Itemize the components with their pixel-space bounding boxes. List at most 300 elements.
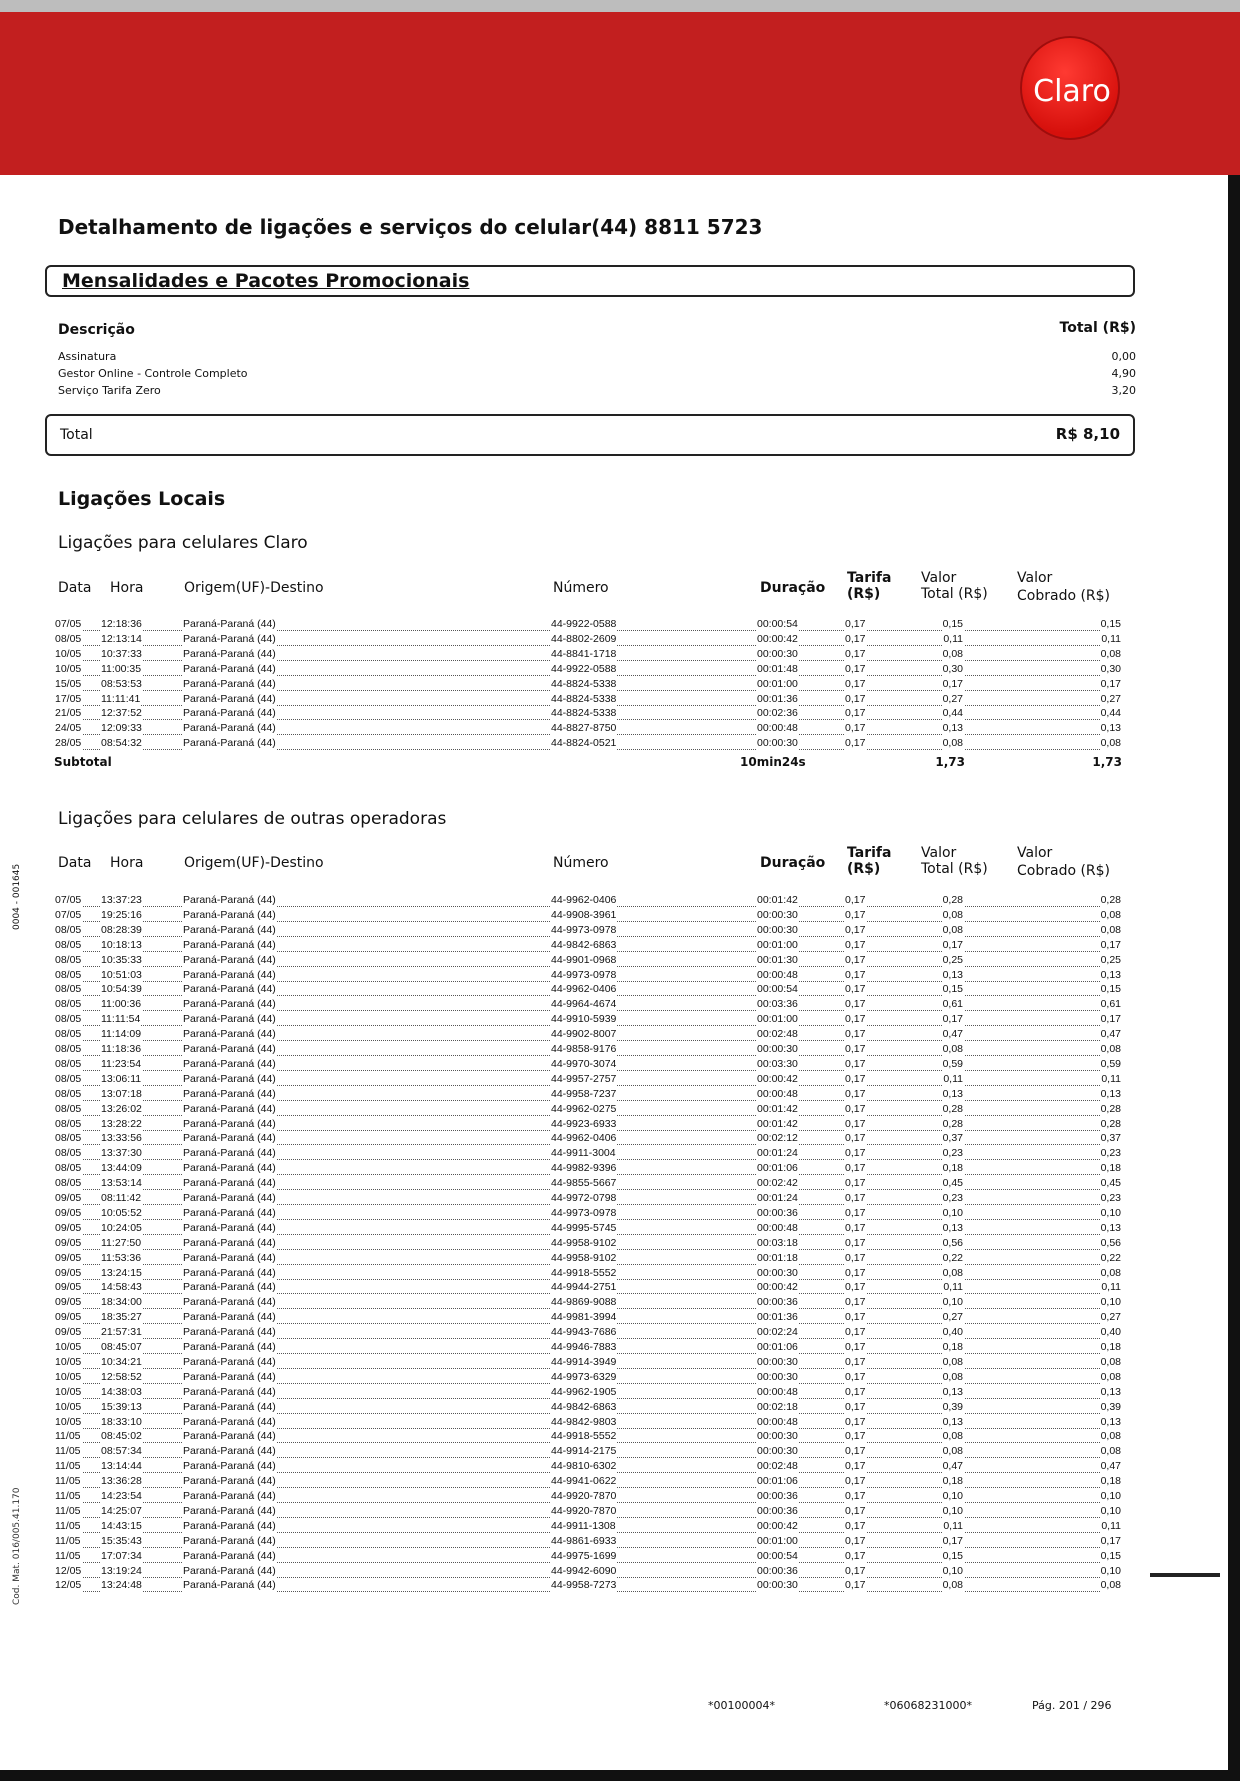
cell-data: 09/05 [55, 1281, 82, 1294]
table-row [54, 647, 1122, 661]
table-row [54, 923, 1122, 937]
cell-valor-cobrado: 0,13 [1100, 1087, 1121, 1100]
cell-hora: 08:45:07 [101, 1341, 142, 1353]
cell-valor-cobrado: 0,08 [1100, 1266, 1121, 1279]
cell-numero: 44-9944-2751 [551, 1281, 617, 1294]
cell-numero: 44-8841-1718 [551, 647, 617, 660]
cell-valor-total: 0,08 [942, 737, 963, 750]
cell-numero: 44-9902-8007 [551, 1028, 617, 1041]
top-border [0, 0, 1240, 12]
cell-valor-total: 0,13 [942, 722, 963, 735]
table-row [54, 1161, 1122, 1175]
cell-numero: 44-9943-7686 [551, 1326, 617, 1339]
cell-duracao: 00:00:30 [757, 1266, 798, 1279]
cell-data: 09/05 [55, 1266, 82, 1279]
cell-numero: 44-9958-9102 [551, 1251, 617, 1264]
cell-numero: 44-8824-5338 [551, 707, 617, 720]
cell-valor-cobrado: 0,13 [1100, 1221, 1121, 1234]
table-row [54, 677, 1122, 691]
cell-duracao: 00:00:42 [757, 1281, 798, 1294]
cell-tarifa: 0,17 [845, 1355, 866, 1368]
table-row [54, 1221, 1122, 1235]
descricao-header: Descrição [58, 322, 135, 338]
cell-origem: Paraná-Paraná (44) [183, 1460, 276, 1473]
cell-data: 11/05 [55, 1549, 81, 1562]
cell-valor-cobrado: 0,40 [1100, 1326, 1121, 1339]
cell-valor-cobrado: 0,10 [1100, 1504, 1121, 1517]
cell-data: 09/05 [55, 1251, 82, 1264]
table-row [54, 1042, 1122, 1056]
cell-hora: 13:44:09 [101, 1162, 142, 1175]
cell-hora: 14:38:03 [101, 1385, 142, 1398]
cell-duracao: 00:01:00 [757, 938, 798, 951]
table-row [54, 1459, 1122, 1473]
cell-tarifa: 0,17 [845, 1162, 866, 1175]
cell-hora: 13:36:28 [101, 1475, 142, 1488]
cell-valor-total: 0,15 [942, 618, 963, 630]
cell-tarifa: 0,17 [845, 1534, 866, 1547]
cell-origem: Paraná-Paraná (44) [183, 737, 276, 750]
cell-tarifa: 0,17 [845, 938, 866, 951]
cell-duracao: 00:00:30 [757, 1579, 798, 1592]
cell-origem: Paraná-Paraná (44) [183, 1236, 276, 1249]
cell-numero: 44-9869-9088 [551, 1296, 617, 1309]
cell-origem: Paraná-Paraná (44) [183, 1221, 276, 1234]
table-row [54, 632, 1122, 646]
cell-duracao: 00:00:54 [757, 618, 798, 630]
table-row [54, 1102, 1122, 1116]
cell-valor-cobrado: 0,27 [1100, 1311, 1121, 1324]
cell-duracao: 00:00:36 [757, 1504, 798, 1517]
cell-data: 09/05 [55, 1206, 82, 1219]
table-row [54, 1549, 1122, 1563]
cell-data: 08/05 [55, 953, 82, 966]
cell-valor-total: 0,17 [942, 677, 963, 690]
cell-valor-total: 0,08 [942, 1266, 963, 1279]
subtotal-subtotal_vt: 1,73 [935, 755, 965, 770]
cell-hora: 13:24:15 [101, 1266, 142, 1279]
cell-valor-cobrado: 0,11 [1101, 1281, 1121, 1294]
cell-valor-cobrado: 0,08 [1100, 923, 1121, 936]
cell-hora: 10:05:52 [101, 1206, 142, 1219]
cell-origem: Paraná-Paraná (44) [183, 953, 276, 966]
cell-hora: 10:37:33 [101, 647, 142, 660]
cell-valor-cobrado: 0,15 [1100, 1549, 1121, 1562]
cell-tarifa: 0,17 [845, 923, 866, 936]
cell-valor-cobrado: 0,47 [1100, 1028, 1121, 1041]
table-row [54, 706, 1122, 720]
cell-tarifa: 0,17 [845, 1177, 866, 1190]
cell-tarifa: 0,17 [845, 1043, 866, 1055]
total-header: Total (R$) [1059, 320, 1136, 336]
cell-numero: 44-9842-6863 [551, 938, 617, 951]
cell-numero: 44-9946-7883 [551, 1341, 617, 1353]
cell-duracao: 00:00:48 [757, 1415, 798, 1428]
cell-data: 11/05 [55, 1519, 81, 1532]
cell-origem: Paraná-Paraná (44) [183, 1251, 276, 1264]
cell-valor-cobrado: 0,61 [1100, 998, 1121, 1011]
cell-duracao: 00:00:48 [757, 968, 798, 981]
cell-duracao: 00:00:42 [757, 632, 798, 645]
cell-hora: 13:53:14 [101, 1177, 142, 1190]
cell-duracao: 00:02:36 [757, 707, 798, 720]
cell-duracao: 00:00:42 [757, 1519, 798, 1532]
cell-hora: 08:54:32 [101, 737, 142, 750]
cell-numero: 44-9958-9102 [551, 1236, 617, 1249]
cell-valor-cobrado: 0,11 [1101, 1519, 1121, 1532]
table-row [54, 1310, 1122, 1324]
table-row [54, 1295, 1122, 1309]
cell-duracao: 00:02:18 [757, 1400, 798, 1413]
cell-valor-cobrado: 0,13 [1100, 722, 1121, 735]
cell-numero: 44-8827-8750 [551, 722, 617, 735]
cell-valor-total: 0,08 [942, 923, 963, 936]
cell-tarifa: 0,17 [845, 1549, 866, 1562]
footer-code-1: *00100004* [708, 1699, 775, 1712]
cell-origem: Paraná-Paraná (44) [183, 1013, 276, 1026]
cell-tarifa: 0,17 [845, 1192, 866, 1204]
cell-hora: 18:34:00 [101, 1296, 142, 1309]
cell-valor-total: 0,08 [942, 908, 963, 921]
cell-tarifa: 0,17 [845, 707, 866, 720]
cell-valor-cobrado: 0,18 [1100, 1341, 1121, 1353]
cell-numero: 44-9958-7273 [551, 1579, 617, 1592]
cell-duracao: 00:00:48 [757, 1087, 798, 1100]
cell-numero: 44-9910-5939 [551, 1013, 617, 1026]
cell-valor-total: 0,17 [942, 1013, 963, 1026]
cell-data: 08/05 [55, 938, 82, 951]
cell-data: 09/05 [55, 1296, 82, 1309]
cell-valor-total: 0,28 [942, 1117, 963, 1130]
table-row [54, 1176, 1122, 1190]
cell-valor-total: 0,25 [942, 953, 963, 966]
cell-hora: 08:28:39 [101, 923, 142, 936]
cell-hora: 10:24:05 [101, 1221, 142, 1234]
col-header-data: Data [58, 580, 92, 596]
cell-tarifa: 0,17 [845, 737, 866, 750]
page-number: Pág. 201 / 296 [1032, 1699, 1112, 1712]
cell-duracao: 00:00:30 [757, 647, 798, 660]
cell-data: 10/05 [55, 1341, 82, 1353]
cell-hora: 11:14:09 [101, 1028, 142, 1041]
cell-hora: 12:37:52 [101, 707, 142, 720]
table-row [54, 1489, 1122, 1503]
cell-valor-cobrado: 0,13 [1100, 1385, 1121, 1398]
cell-data: 09/05 [55, 1326, 82, 1339]
cell-hora: 08:11:42 [101, 1192, 142, 1204]
cell-origem: Paraná-Paraná (44) [183, 1028, 276, 1041]
cell-data: 08/05 [55, 1043, 82, 1055]
cell-duracao: 00:01:30 [757, 953, 798, 966]
margin-mark [1150, 1573, 1220, 1577]
cell-data: 11/05 [55, 1504, 81, 1517]
cell-numero: 44-8824-5338 [551, 677, 617, 690]
cell-duracao: 00:00:54 [757, 983, 798, 996]
cell-origem: Paraná-Paraná (44) [183, 1370, 276, 1383]
cell-duracao: 00:01:24 [757, 1192, 798, 1204]
table-row [54, 721, 1122, 735]
cell-numero: 44-9858-9176 [551, 1043, 617, 1055]
cell-hora: 14:23:54 [101, 1490, 142, 1502]
cell-hora: 13:07:18 [101, 1087, 142, 1100]
cell-duracao: 00:02:48 [757, 1460, 798, 1473]
cell-valor-total: 0,23 [942, 1147, 963, 1160]
cell-data: 07/05 [55, 908, 82, 921]
cell-hora: 11:23:54 [101, 1057, 142, 1070]
cell-hora: 14:43:15 [101, 1519, 142, 1532]
cell-data: 10/05 [55, 662, 82, 675]
cell-duracao: 00:00:30 [757, 908, 798, 921]
cell-valor-cobrado: 0,08 [1100, 1370, 1121, 1383]
cell-tarifa: 0,17 [845, 998, 866, 1011]
col-header-tarifa: Tarifa [847, 570, 892, 586]
cell-numero: 44-9972-0798 [551, 1192, 617, 1204]
cell-numero: 44-9975-1699 [551, 1549, 617, 1562]
cell-valor-cobrado: 0,37 [1100, 1132, 1121, 1145]
cell-valor-cobrado: 0,27 [1100, 692, 1121, 705]
cell-hora: 17:07:34 [101, 1549, 142, 1562]
cell-origem: Paraná-Paraná (44) [183, 1400, 276, 1413]
cell-valor-cobrado: 0,28 [1100, 894, 1121, 906]
cell-valor-total: 0,10 [942, 1504, 963, 1517]
cell-origem: Paraná-Paraná (44) [183, 692, 276, 705]
table-row [54, 1519, 1122, 1533]
cell-duracao: 00:01:42 [757, 894, 798, 906]
cell-numero: 44-9973-0978 [551, 1206, 617, 1219]
cell-origem: Paraná-Paraná (44) [183, 1266, 276, 1279]
cell-data: 08/05 [55, 1087, 82, 1100]
cell-valor-cobrado: 0,13 [1100, 968, 1121, 981]
table-row [54, 1251, 1122, 1265]
table-row [54, 1415, 1122, 1429]
cell-numero: 44-9970-3074 [551, 1057, 617, 1070]
cell-origem: Paraná-Paraná (44) [183, 1177, 276, 1190]
total-box [45, 414, 1135, 456]
col-header-tarifa2: (R$) [847, 861, 881, 877]
cell-numero: 44-9962-0406 [551, 983, 617, 996]
table-row [54, 1117, 1122, 1131]
cell-duracao: 00:01:18 [757, 1251, 798, 1264]
table-row [54, 1057, 1122, 1071]
cell-origem: Paraná-Paraná (44) [183, 938, 276, 951]
table-row [54, 1534, 1122, 1548]
cell-origem: Paraná-Paraná (44) [183, 1057, 276, 1070]
cell-duracao: 00:01:36 [757, 1311, 798, 1324]
cell-valor-cobrado: 0,08 [1100, 1445, 1121, 1458]
cell-tarifa: 0,17 [845, 1490, 866, 1502]
cell-data: 11/05 [55, 1445, 81, 1458]
cell-valor-total: 0,18 [942, 1162, 963, 1175]
cell-tarifa: 0,17 [845, 1564, 866, 1577]
cell-duracao: 00:01:42 [757, 1117, 798, 1130]
cell-origem: Paraná-Paraná (44) [183, 1192, 276, 1204]
cell-duracao: 00:03:36 [757, 998, 798, 1011]
cell-data: 28/05 [55, 737, 82, 750]
cell-numero: 44-9918-5552 [551, 1266, 617, 1279]
cell-duracao: 00:00:30 [757, 1445, 798, 1458]
table-row [54, 1131, 1122, 1145]
cell-numero: 44-9973-0978 [551, 923, 617, 936]
cell-hora: 11:53:36 [101, 1251, 142, 1264]
cell-duracao: 00:00:30 [757, 737, 798, 750]
col-header-vc: Valor [1017, 845, 1053, 861]
cell-numero: 44-8824-5338 [551, 692, 617, 705]
cell-data: 11/05 [55, 1430, 81, 1443]
claro-logo-text: Claro [1033, 74, 1111, 109]
cell-numero: 44-9908-3961 [551, 908, 617, 921]
table-row [54, 1400, 1122, 1414]
cell-numero: 44-9973-0978 [551, 968, 617, 981]
cell-tarifa: 0,17 [845, 662, 866, 675]
cell-numero: 44-9861-6933 [551, 1534, 617, 1547]
cell-duracao: 00:00:42 [757, 1072, 798, 1085]
col-header-vt2: Total (R$) [921, 861, 988, 877]
cell-tarifa: 0,17 [845, 1147, 866, 1160]
cell-duracao: 00:01:00 [757, 1013, 798, 1026]
cell-tarifa: 0,17 [845, 1281, 866, 1294]
cell-data: 08/05 [55, 968, 82, 981]
cell-duracao: 00:03:30 [757, 1057, 798, 1070]
col-header-vt2: Total (R$) [921, 586, 988, 602]
item-value: 4,90 [1111, 367, 1136, 380]
cell-origem: Paraná-Paraná (44) [183, 894, 276, 906]
cell-valor-total: 0,45 [942, 1177, 963, 1190]
cell-numero: 44-9958-7237 [551, 1087, 617, 1100]
cell-numero: 44-9923-6933 [551, 1117, 617, 1130]
cell-valor-total: 0,47 [942, 1460, 963, 1473]
page-title: Detalhamento de ligações e serviços do celular(44) 8811 5723 [58, 215, 763, 239]
cell-origem: Paraná-Paraná (44) [183, 1102, 276, 1115]
cell-valor-total: 0,10 [942, 1490, 963, 1502]
cell-data: 08/05 [55, 923, 82, 936]
cell-numero: 44-9918-5552 [551, 1430, 617, 1443]
cell-tarifa: 0,17 [845, 1221, 866, 1234]
cell-origem: Paraná-Paraná (44) [183, 618, 276, 630]
cell-data: 10/05 [55, 1370, 82, 1383]
cell-numero: 44-9973-6329 [551, 1370, 617, 1383]
cell-data: 10/05 [55, 1415, 82, 1428]
table-row [54, 1146, 1122, 1160]
cell-numero: 44-9962-1905 [551, 1385, 617, 1398]
cell-valor-total: 0,59 [942, 1057, 963, 1070]
cell-tarifa: 0,17 [845, 1445, 866, 1458]
cell-valor-total: 0,13 [942, 1221, 963, 1234]
mensalidades-title: Mensalidades e Pacotes Promocionais [62, 270, 470, 292]
cell-numero: 44-8824-0521 [551, 737, 617, 750]
cell-origem: Paraná-Paraná (44) [183, 983, 276, 996]
subtotal-subtotal_dur: 10min24s [740, 755, 806, 770]
cell-data: 08/05 [55, 998, 82, 1011]
cell-hora: 08:53:53 [101, 677, 142, 690]
cell-origem: Paraná-Paraná (44) [183, 1147, 276, 1160]
cell-valor-total: 0,08 [942, 1355, 963, 1368]
cell-hora: 11:11:54 [101, 1013, 141, 1026]
cell-tarifa: 0,17 [845, 1341, 866, 1353]
cell-valor-total: 0,47 [942, 1028, 963, 1041]
cell-hora: 13:06:11 [101, 1072, 142, 1085]
cell-valor-total: 0,13 [942, 968, 963, 981]
cell-data: 08/05 [55, 1028, 82, 1041]
cell-data: 11/05 [55, 1534, 81, 1547]
cell-hora: 10:34:21 [101, 1355, 142, 1368]
table-row [54, 893, 1122, 907]
cell-valor-cobrado: 0,08 [1100, 908, 1121, 921]
cell-origem: Paraná-Paraná (44) [183, 998, 276, 1011]
cell-numero: 44-9914-2175 [551, 1445, 617, 1458]
cell-duracao: 00:00:36 [757, 1296, 798, 1309]
cell-numero: 44-9957-2757 [551, 1072, 617, 1085]
table-row [54, 1340, 1122, 1354]
cell-data: 09/05 [55, 1236, 82, 1249]
cell-numero: 44-9982-9396 [551, 1162, 617, 1175]
cell-tarifa: 0,17 [845, 677, 866, 690]
col-header-duracao: Duração [760, 855, 826, 871]
cell-origem: Paraná-Paraná (44) [183, 1519, 276, 1532]
item-desc: Assinatura [58, 350, 117, 363]
subtotal-subtotal_vc: 1,73 [1092, 755, 1122, 770]
cell-tarifa: 0,17 [845, 894, 866, 906]
cell-origem: Paraná-Paraná (44) [183, 1072, 276, 1085]
cell-origem: Paraná-Paraná (44) [183, 1445, 276, 1458]
cell-valor-cobrado: 0,47 [1100, 1460, 1121, 1473]
cell-valor-cobrado: 0,23 [1100, 1192, 1121, 1204]
cell-valor-cobrado: 0,39 [1100, 1400, 1121, 1413]
table-row [54, 997, 1122, 1011]
cell-data: 08/05 [55, 1132, 82, 1145]
cell-valor-cobrado: 0,17 [1100, 677, 1121, 690]
cell-tarifa: 0,17 [845, 1296, 866, 1309]
cell-tarifa: 0,17 [845, 1385, 866, 1398]
cell-data: 11/05 [55, 1475, 81, 1488]
cell-hora: 12:18:36 [101, 618, 142, 630]
cell-origem: Paraná-Paraná (44) [183, 1311, 276, 1324]
cell-numero: 44-9842-9803 [551, 1415, 617, 1428]
cell-hora: 10:51:03 [101, 968, 142, 981]
cell-duracao: 00:01:00 [757, 677, 798, 690]
cell-origem: Paraná-Paraná (44) [183, 647, 276, 660]
table-row [54, 1236, 1122, 1250]
cell-tarifa: 0,17 [845, 983, 866, 996]
cell-hora: 11:00:35 [101, 662, 142, 675]
cell-tarifa: 0,17 [845, 953, 866, 966]
cell-tarifa: 0,17 [845, 1236, 866, 1249]
cell-data: 07/05 [55, 894, 82, 906]
cell-valor-cobrado: 0,08 [1100, 737, 1121, 750]
cell-valor-cobrado: 0,10 [1100, 1564, 1121, 1577]
material-code: Cod. Mat. 016/005.41.170 [12, 1487, 22, 1605]
cell-data: 08/05 [55, 1162, 82, 1175]
cell-tarifa: 0,17 [845, 647, 866, 660]
cell-valor-total: 0,13 [942, 1385, 963, 1398]
cell-data: 10/05 [55, 647, 82, 660]
cell-origem: Paraná-Paraná (44) [183, 908, 276, 921]
cell-hora: 15:39:13 [101, 1400, 142, 1413]
cell-hora: 13:19:24 [101, 1564, 142, 1577]
cell-valor-cobrado: 0,25 [1100, 953, 1121, 966]
col-header-hora: Hora [110, 855, 144, 871]
cell-hora: 14:58:43 [101, 1281, 142, 1294]
cell-valor-cobrado: 0,13 [1100, 1415, 1121, 1428]
cell-valor-total: 0,22 [942, 1251, 963, 1264]
cell-numero: 44-9810-6302 [551, 1460, 617, 1473]
total-label: Total [60, 427, 93, 443]
cell-origem: Paraná-Paraná (44) [183, 1564, 276, 1577]
cell-valor-total: 0,08 [942, 1430, 963, 1443]
cell-duracao: 00:00:48 [757, 1221, 798, 1234]
cell-origem: Paraná-Paraná (44) [183, 722, 276, 735]
cell-data: 12/05 [55, 1579, 82, 1592]
cell-valor-cobrado: 0,08 [1100, 1043, 1121, 1055]
